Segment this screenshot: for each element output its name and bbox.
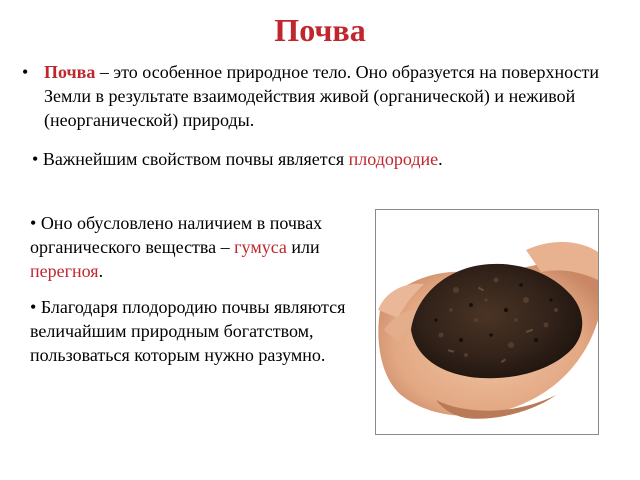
bullet: • <box>30 213 37 233</box>
term-fertility: плодородие <box>348 149 439 169</box>
term-humus: гумуса <box>234 237 287 257</box>
paragraph-property <box>32 147 612 171</box>
paragraph-wealth <box>30 295 350 367</box>
bullet: • <box>32 149 39 169</box>
property-text-end: . <box>438 149 443 169</box>
cause-text-end: . <box>98 261 104 281</box>
term-compost: перегноя <box>30 261 99 281</box>
cause-text-middle: или <box>286 237 320 257</box>
term-soil: Почва <box>44 62 96 82</box>
cause-text-start: Оно обусловлено наличием в почвах органического вещества – <box>30 213 323 257</box>
property-text-start: Важнейшим свойством почвы является <box>38 149 349 169</box>
definition-text <box>44 60 604 132</box>
bullet: • <box>30 297 37 317</box>
page-title: Почва <box>274 12 366 48</box>
soil-in-hands-photo <box>375 209 599 435</box>
paragraph-cause <box>30 211 350 283</box>
definition-body: – это особенное природное тело. Оно образуется на поверхности Земли в результате взаимодействия живой (органической) и неживой (неорганической) природы. <box>44 62 600 130</box>
wealth-text: Благодаря плодородию почвы являются величайшим природным богатством, пользоваться которым нужно разумно. <box>30 297 346 365</box>
bullet: • <box>22 62 29 82</box>
